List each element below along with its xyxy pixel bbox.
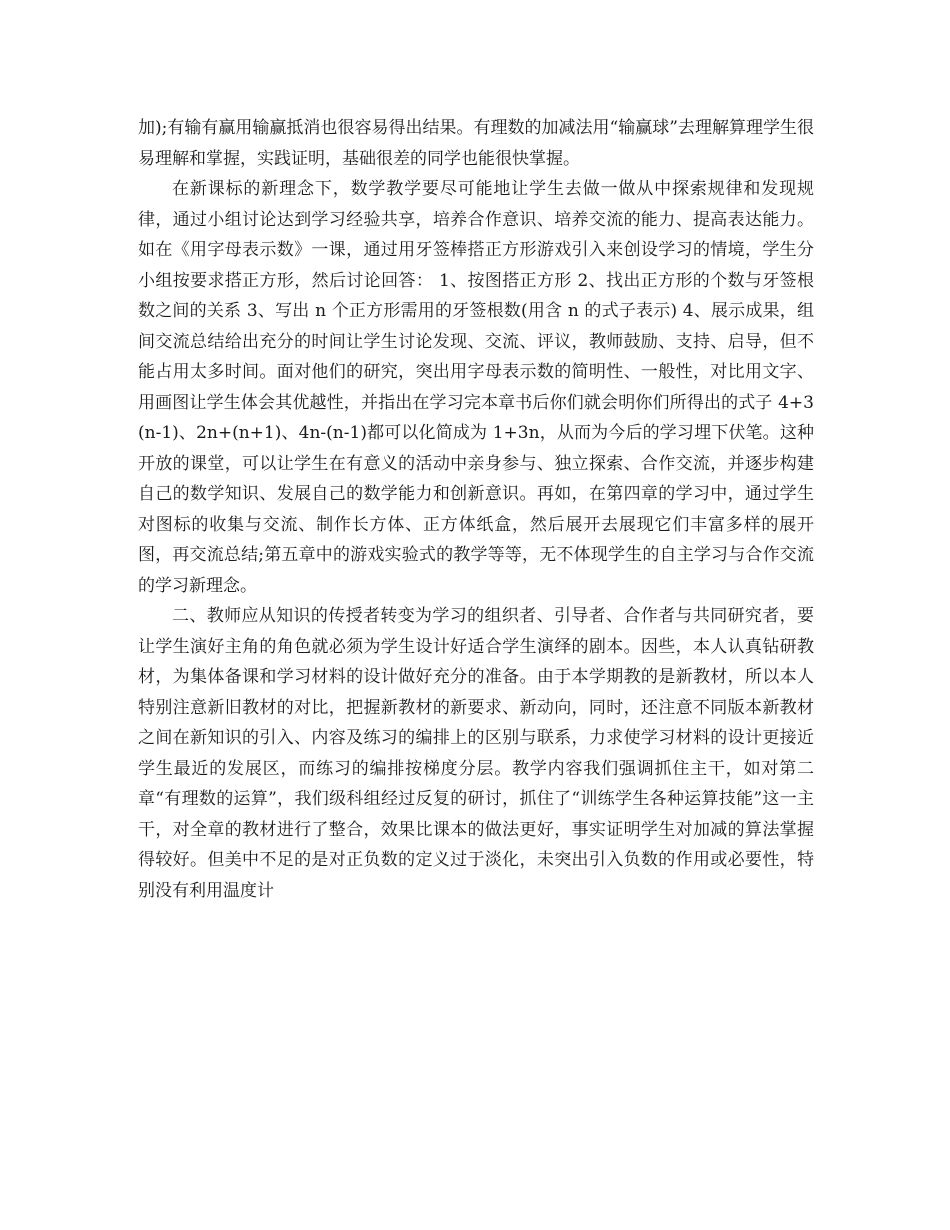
paragraph-3: 二、教师应从知识的传授者转变为学习的组织者、引导者、合作者与共同研究者，要让学生演好主角的角色就必须为学生设计好适合学生演绎的剧本。因些，本人认真钻研教材，为集体备课和学习材料的设计做好充分的准备。由于本学期教的是新教材，所以本人特别注意新旧教材的对比，把握新教材的新要求、新动向，同时，还注意不同版本新教材之间在新知识的引入、内容及练习的编排上的区别与联系，力求使学习材料的设计更接近学生最近的发展区，而练习的编排按梯度分层。教学内容我们强调抓住主干，如对第二章“有理数的运算”，我们级科组经过反复的研讨，抓住了“训练学生各种运算技能”这一主干，对全章的教材进行了整合，效果比课本的做法更好，事实证明学生对加减的算法掌握得较好。但美中不足的是对正负数的定义过于淡化，未突出引入负数的作用或必要性，特别没有利用温度计 <box>138 606 814 901</box>
paragraph-2: 在新课标的新理念下，数学教学要尽可能地让学生去做一做从中探索规律和发现规律，通过小组讨论达到学习经验共享，培养合作意识、培养交流的能力、提高表达能力。如在《用字母表示数》一课，通过用牙签棒搭正方形游戏引入来创设学习的情境，学生分小组按要求搭正方形，然后讨论回答： 1、按图搭正方形 2、找出正方形的个数与牙签根数之间的关系 3、写出 n 个正方形需用的牙签根数(用含 n 的式子表示) 4、展示成果，组间交流总结给出充分的时间让学生讨论发现、交流、评议，教师鼓励、支持、启导，但不能占用太多时间。面对他们的研究，突出用字母表示数的简明性、一般性，对比用文字、用画图让学生体会其优越性，并指出在学习完本章书后你们就会明你们所得出的式子 4+3(n-1)、2n+(n+1)、4n-(n-1)都可以化简成为 1+3n，从而为今后的学习埋下伏笔。这种开放的课堂，可以让学生在有意义的活动中亲身参与、独立探索、合作交流，并逐步构建自己的数学知识、发展自己的数学能力和创新意识。再如，在第四章的学习中，通过学生对图标的收集与交流、制作长方体、正方体纸盒，然后展开去展现它们丰富多样的展开图，再交流总结;第五章中的游戏实验式的教学等等，无不体现学生的自主学习与合作交流的学习新理念。 <box>138 179 814 596</box>
paragraph-1: 加);有输有赢用输赢抵消也很容易得出结果。有理数的加减法用“输赢球”去理解算理学生很易理解和掌握，实践证明，基础很差的同学也能很快掌握。 <box>138 118 814 169</box>
document-body <box>138 113 814 906</box>
